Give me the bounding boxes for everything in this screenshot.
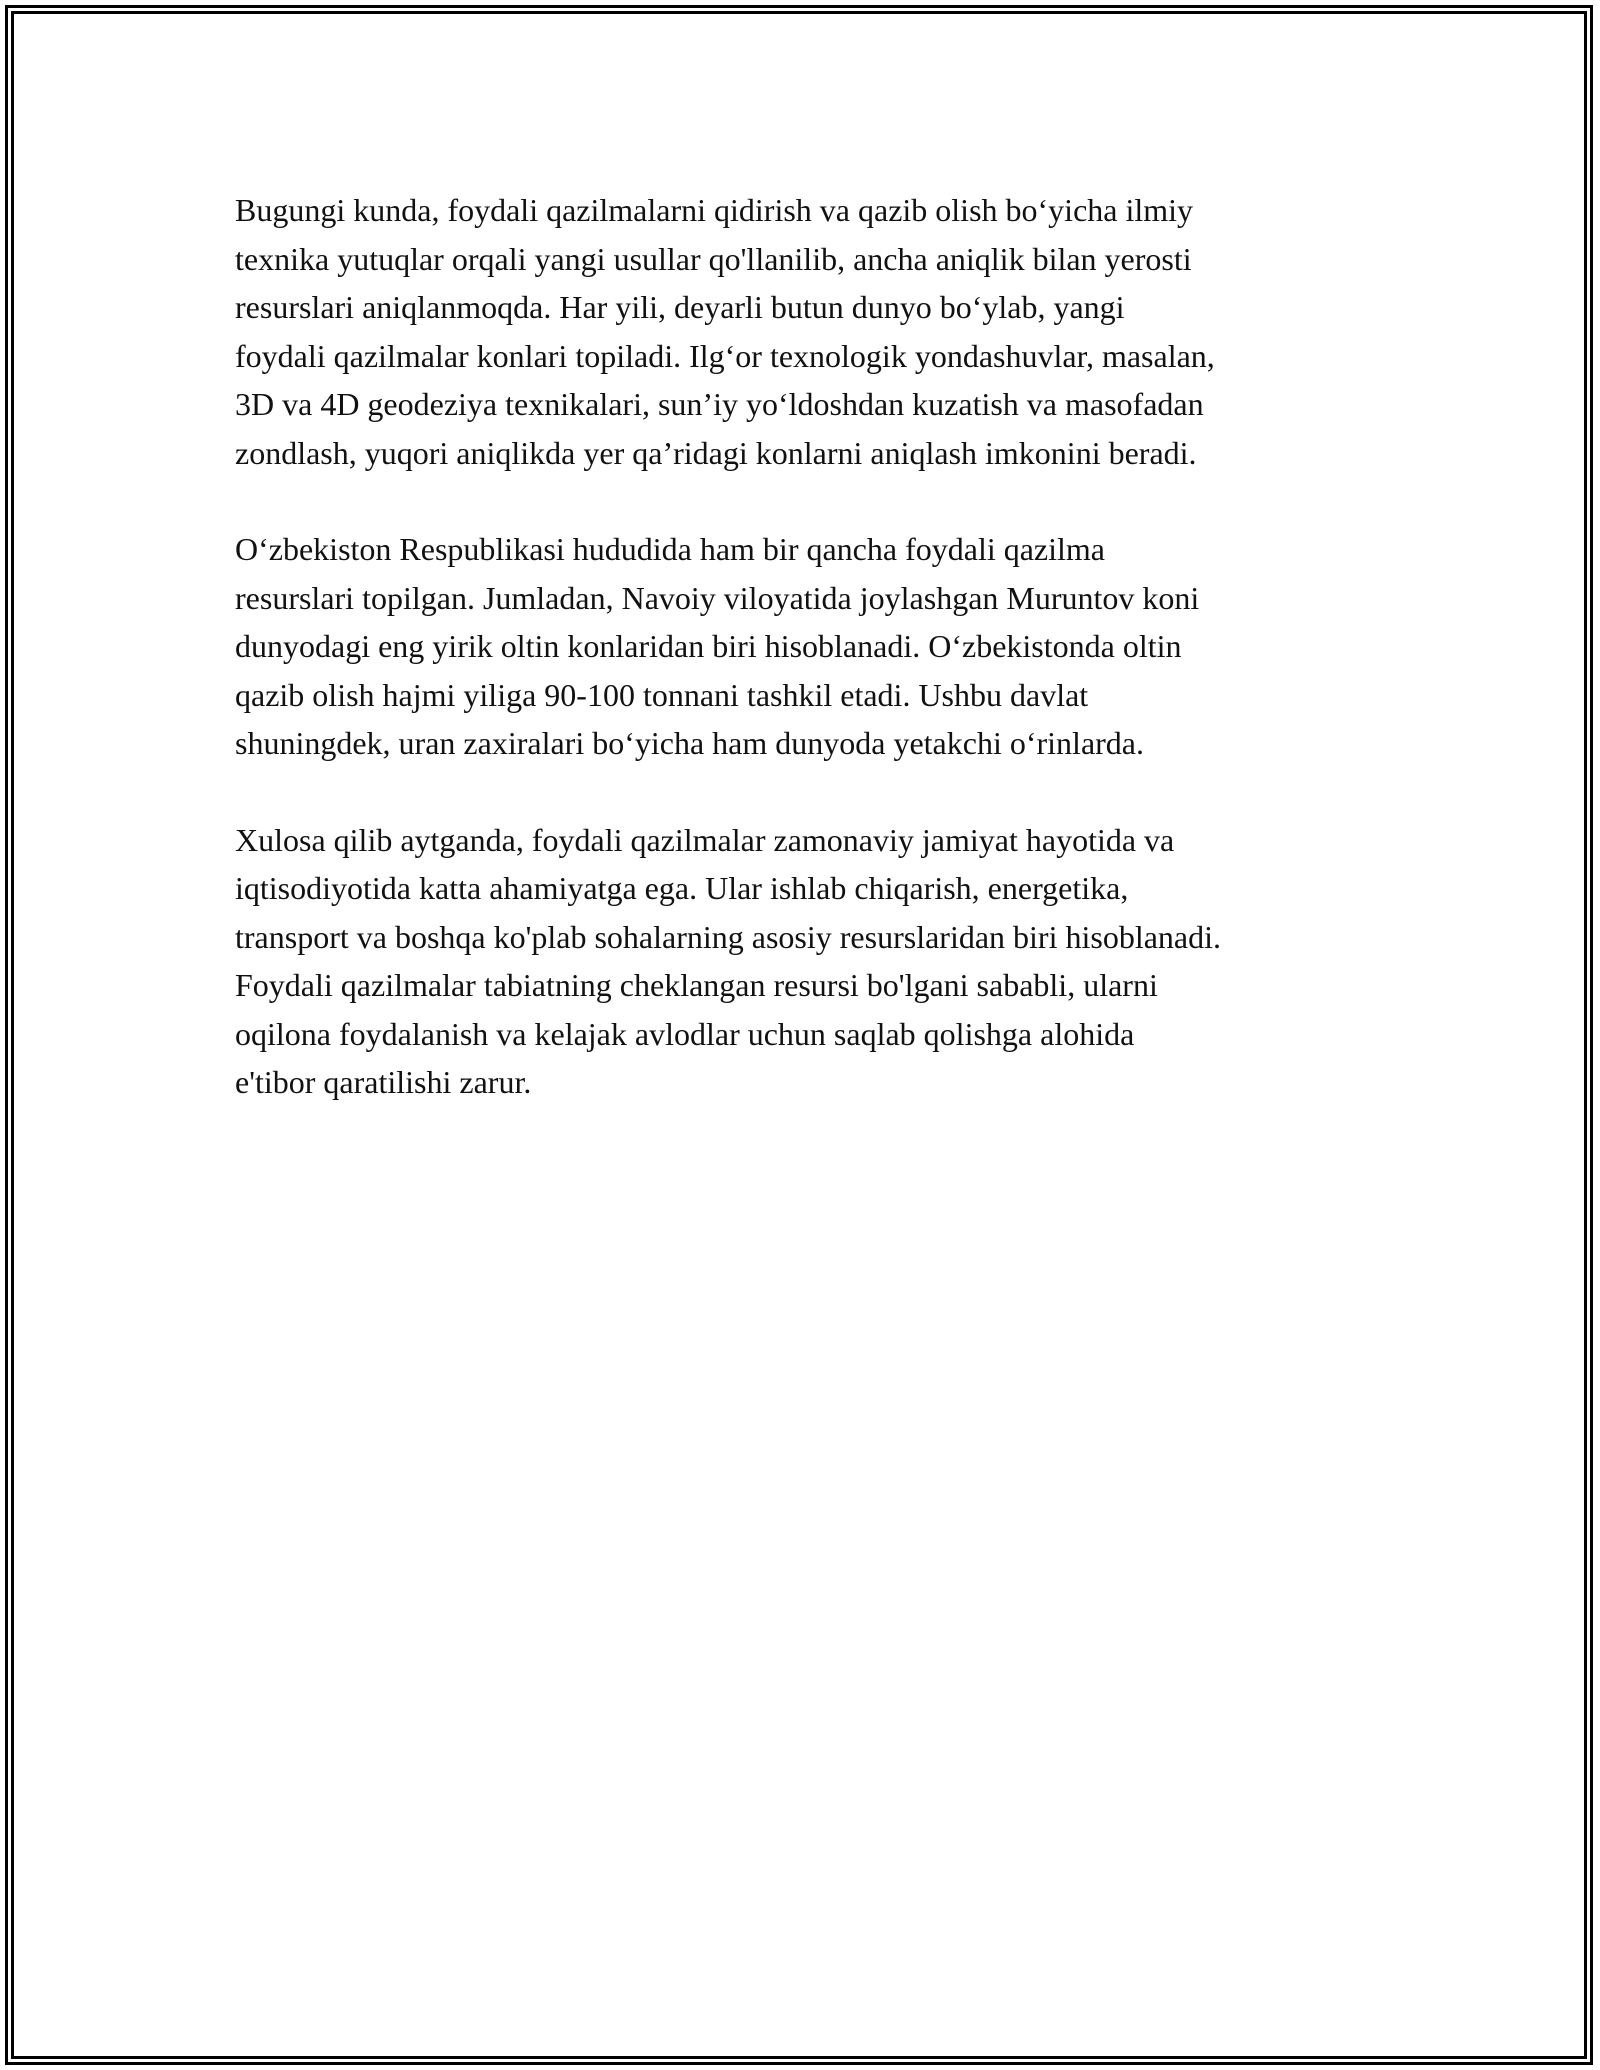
paragraph-uzbekistan-resources [235,525,1385,768]
text-line: O‘zbekiston Respublikasi hududida ham bir qancha foydali qazilma [235,531,1105,567]
document-body [235,186,1385,1155]
text-line: Xulosa qilib aytganda, foydali qazilmalar zamonaviy jamiyat hayotida va [235,821,1175,858]
text-line: zondlash, yuqori aniqlikda yer qa’ridagi konlarni aniqlash imkonini beradi. [235,434,1197,471]
text-line: transport va boshqa ko'plab sohalarning asosiy resurslaridan biri hisoblanadi. [235,918,1221,955]
text-line: Foydali qazilmalar tabiatning cheklangan resursi bo'lgani sababli, ularni [235,967,1158,1003]
text-line: 3D va 4D geodeziya texnikalari, sun’iy yo‘ldoshdan kuzatish va masofadan [235,386,1204,422]
text-line: qazib olish hajmi yiliga 90-100 tonnani tashkil etadi. Ushbu davlat [235,676,1089,713]
text-line: dunyodagi eng yirik oltin konlaridan biri hisoblanadi. O‘zbekistonda oltin [235,628,1182,664]
text-line: foydali qazilmalar konlari topiladi. Ilg‘or texnologik yondashuvlar, masalan, [235,337,1215,374]
text-line: e'tibor qaratilishi zarur. [235,1064,532,1100]
text-line: texnika yutuqlar orqali yangi usullar qo'llanilib, ancha aniqlik bilan yerosti [235,240,1192,277]
text-line: oqilona foydalanish va kelajak avlodlar uchun saqlab qolishga alohida [235,1015,1135,1052]
paragraph-mineral-exploration [235,186,1385,477]
text-line: resurslari aniqlanmoqda. Har yili, deyarli butun dunyo bo‘ylab, yangi [235,289,1125,325]
text-line: shuningdek, uran zaxiralari bo‘yicha ham dunyoda yetakchi o‘rinlarda. [235,725,1144,761]
paragraph-conclusion [235,816,1385,1107]
text-line: Bugungi kunda, foydali qazilmalarni qidirish va qazib olish bo‘yicha ilmiy [235,192,1194,228]
text-line: iqtisodiyotida katta ahamiyatga ega. Ular ishlab chiqarish, energetika, [235,870,1129,906]
text-line: resurslari topilgan. Jumladan, Navoiy viloyatida joylashgan Muruntov koni [235,579,1200,616]
